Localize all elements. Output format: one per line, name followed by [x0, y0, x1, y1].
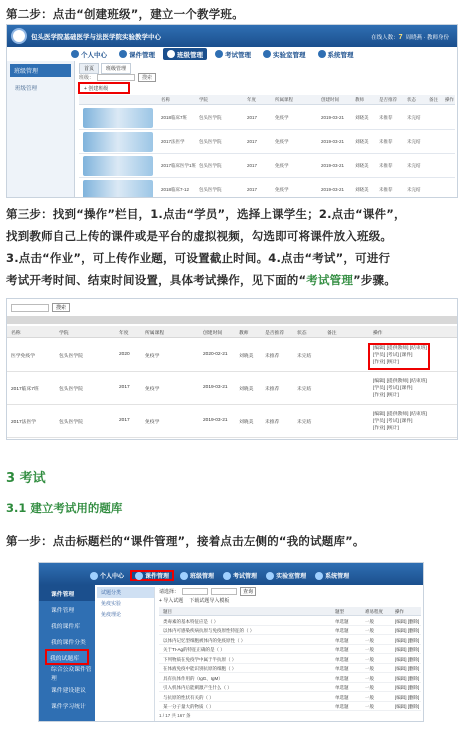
table-cell: 一般	[365, 628, 374, 633]
nav-courseware[interactable]: 课件管理	[115, 48, 159, 60]
banner	[7, 25, 457, 47]
table-cell: 具有抗体作用的（IgG、IgM）	[163, 675, 223, 681]
table-header: 名称 学院 年度 所属课程 创建时间 教师 是否推荐 状态 备注 操作	[79, 95, 455, 105]
table-cell: 单选题	[335, 637, 349, 643]
section-heading-exam: 3 考试	[6, 471, 46, 486]
step3-line4: 考试开考时间、结束时间设置，具体考试操作，见下面的“考试管理”步骤。	[6, 273, 396, 287]
exam-icon	[215, 50, 223, 58]
nav-exam[interactable]: 考试管理	[211, 48, 255, 60]
banner	[39, 563, 423, 585]
settings-icon	[318, 50, 326, 58]
sidebar-heading: 课件管理	[39, 585, 95, 601]
step3-line2: 找到教师自己上传的课件或是平台的虚拟视频，勾选即可将课件放入班级。	[6, 229, 393, 243]
sidebar-item-my-courseware[interactable]: 我的课件库	[51, 623, 80, 630]
table-header: 题目 题型 难易程度 操作	[159, 607, 421, 616]
download-template-button[interactable]: 下载试题导入模板	[189, 598, 230, 604]
courseware-icon	[135, 572, 143, 580]
search-input[interactable]	[97, 74, 135, 81]
class-management-screenshot	[6, 24, 458, 198]
divider	[7, 316, 457, 324]
search-bar: 请选择： 查询	[159, 587, 256, 596]
row-operations[interactable]: [编辑] [提供教师] [结束班] [学员] [考试] [课件] [作业] [统计]	[373, 412, 427, 431]
sidebar-item-statistics[interactable]: 课件学习统计	[51, 703, 86, 710]
online-count: 7	[398, 34, 403, 41]
table-row[interactable]: 2017法医学 包头医学院 2017 免疫学 2019-03-21 刘晓美 未推荐 未完结	[79, 130, 455, 154]
search-button[interactable]: 查询	[240, 587, 256, 596]
operations-highlight	[368, 343, 430, 370]
tree-item[interactable]: 免疫理论	[101, 612, 122, 618]
table-row[interactable]	[159, 665, 421, 674]
step3-line3: 3.点击“作业”，可上传作业题，可设置截止时间。4.点击“考试”，可进行	[6, 251, 391, 265]
nav-class[interactable]: 班级管理	[163, 48, 207, 60]
table-cell: 一般	[365, 704, 374, 709]
nav-personal[interactable]: 个人中心	[67, 48, 111, 60]
table-cell: 以体内可感染疾病抗原与免疫原性特征的（ ）	[163, 628, 255, 633]
table-cell: 引入机体内后能刺激产生什么（ ）	[163, 685, 232, 690]
table-row[interactable]	[159, 655, 421, 664]
table-row[interactable]	[159, 684, 421, 693]
school-logo-icon	[11, 28, 27, 44]
table-row[interactable]	[159, 674, 421, 683]
sidebar-item-courseware-category[interactable]: 我的课件分类	[51, 639, 86, 646]
table-cell: 单选题	[335, 675, 349, 681]
table-cell: 下列物质在免疫学中属于半抗原（ ）	[163, 656, 237, 662]
table-cell: 一般	[365, 694, 374, 700]
table-row[interactable]	[159, 627, 421, 636]
table-cell: 单选题	[335, 694, 349, 700]
sidebar	[39, 585, 95, 722]
settings-icon	[315, 572, 323, 580]
table-row[interactable]: 2017临床医学1班 包头医学院 2017 免疫学 2019-03-21 刘晓美 未推荐 未完结	[79, 154, 455, 178]
category-select[interactable]	[182, 588, 208, 595]
banner-title: 包头医学院基础医学与法医学院实验教学中心	[31, 34, 161, 41]
table-cell: 一般	[365, 675, 374, 681]
sidebar-item-class[interactable]: 班级管理	[15, 86, 38, 92]
class-icon	[180, 572, 188, 580]
exam-management-link: 考试管理	[306, 273, 354, 287]
table-cell: 一般	[365, 685, 374, 690]
search-button[interactable]: 搜索	[52, 303, 70, 312]
pager[interactable]: 1 / 17 共 167 条	[159, 713, 191, 718]
table-row[interactable]	[159, 617, 421, 626]
table-cell: 与抗原的性状有关的（ ）	[163, 694, 214, 700]
class-cover-image	[83, 132, 153, 152]
class-icon	[167, 50, 175, 58]
sidebar	[7, 61, 75, 198]
search-button[interactable]: 搜索	[138, 73, 156, 82]
class-cover-image	[83, 180, 153, 198]
table-cell: 单选题	[335, 666, 349, 671]
create-class-button[interactable]: + 创建班级	[78, 82, 130, 94]
table-row[interactable]: 2018临床7班 包头医学院 2017 免疫学 2019-03-21 刘晓美 未推荐 未完结	[79, 106, 455, 130]
table-cell: 单选题	[335, 647, 349, 652]
row-actions[interactable]: [编辑] [删除]	[395, 647, 420, 652]
table-row[interactable]	[159, 703, 421, 712]
question-bank-screenshot	[38, 562, 424, 722]
row-actions[interactable]: [编辑] [删除]	[395, 666, 420, 671]
row-actions[interactable]: [编辑] [删除]	[395, 618, 420, 624]
table-row[interactable]: 2017临床7班 包头医学院 2017 免疫学 2019-03-21 刘晓美 未推荐 未完结 [编辑] [提供教师] [结束班] [学员] [考试] [课件] [作业] [统计]	[7, 372, 457, 405]
table-row[interactable]	[159, 646, 421, 655]
row-actions[interactable]: [编辑] [删除]	[395, 656, 420, 662]
row-actions[interactable]: [编辑] [删除]	[395, 694, 420, 700]
import-button[interactable]: + 导入试题	[159, 598, 184, 604]
table-cell: 单选题	[335, 685, 349, 690]
table-row[interactable]	[159, 636, 421, 645]
search-bar	[11, 303, 70, 312]
table-cell: 一般	[365, 637, 374, 643]
top-nav	[87, 570, 352, 581]
online-info: 在线人数：7 周晓燕 · 教师身份	[371, 34, 449, 41]
user-icon	[90, 572, 98, 580]
table-cell: 以体内记忆型细胞被体内的免疫原性（ ）	[163, 637, 246, 643]
nav-lab[interactable]: 实验室管理	[263, 570, 309, 581]
row-actions[interactable]: [编辑] [删除]	[395, 675, 420, 681]
table-cell: 单选题	[335, 618, 349, 624]
table-row[interactable]: 2017法医学 包头医学院 2017 免疫学 2019-03-21 刘晓美 未推荐 未完结 [编辑] [提供教师] [结束班] [学员] [考试] [课件] [作业] [统计]	[7, 405, 457, 438]
table-row[interactable]: 医学免疫学 包头医学院 2020 免疫学 2020-02-21 刘晓美 未推荐 未完结 [编辑] [提供教师] [结束班] [学员] [考试] [课件] [作业] [统计]	[7, 339, 457, 372]
table-row[interactable]	[159, 693, 421, 702]
table-cell: 在体液免疫中能识别抗原的细胞（ ）	[163, 666, 237, 671]
user-icon	[71, 50, 79, 58]
row-actions[interactable]: [编辑] [删除]	[395, 685, 420, 690]
lab-icon	[266, 572, 274, 580]
sidebar-item-suggestions[interactable]: 课件建设建议	[51, 687, 86, 694]
nav-exam[interactable]: 考试管理	[220, 570, 260, 581]
sidebar-item-public-courseware[interactable]: 综合公众课件管理	[51, 667, 92, 682]
row-operations[interactable]: [编辑] [提供教师] [结束班] [学员] [考试] [课件] [作业] [统计]	[373, 346, 427, 365]
row-operations[interactable]: [编辑] [提供教师] [结束班] [学员] [考试] [课件] [作业] [统计]	[373, 379, 427, 398]
courseware-icon	[119, 50, 127, 58]
search-input[interactable]	[11, 304, 49, 312]
table-cell: 单选题	[335, 628, 349, 633]
table-header: 名称 学院 年度 所属课程 创建时间 教师 是否推荐 状态 备注 操作	[7, 326, 457, 338]
search-input[interactable]	[211, 588, 237, 595]
nav-system[interactable]: 系统管理	[312, 570, 352, 581]
exam-icon	[223, 572, 231, 580]
table-cell: 一般	[365, 647, 374, 652]
class-cover-image	[83, 156, 153, 176]
class-operations-screenshot	[6, 298, 458, 440]
class-cover-image	[83, 108, 153, 128]
row-actions[interactable]: [编辑] [删除]	[395, 637, 420, 643]
step3-line1: 第三步：找到“操作”栏目，1.点击“学员”，选择上课学生；2.点击“课件”，	[6, 207, 406, 221]
toolbar	[159, 597, 229, 604]
table-cell: 一般	[365, 656, 374, 662]
tab-class[interactable]: 班级管理	[101, 63, 131, 74]
nav-system[interactable]: 系统管理	[314, 48, 358, 60]
step2-text: 第二步：点击“创建班级”，建立一个教学班。	[6, 7, 244, 21]
search-bar: 班级： 搜索	[79, 73, 156, 82]
top-nav	[67, 48, 358, 62]
nav-personal[interactable]: 个人中心	[87, 570, 127, 581]
nav-courseware[interactable]: 课件管理	[130, 570, 174, 581]
tree-item[interactable]: 免疫实验	[101, 601, 122, 607]
nav-lab[interactable]: 实验室管理	[259, 48, 310, 60]
row-actions[interactable]: [编辑] [删除]	[395, 628, 420, 633]
table-cell: 类毒素的基本特征应是（ ）	[163, 618, 219, 624]
table-cell: 某一分子量大的物质（ ）	[163, 704, 214, 709]
row-actions[interactable]: [编辑] [删除]	[395, 704, 420, 709]
table-row[interactable]: 2018临床7-12 包头医学院 2017 免疫学 2019-03-21 刘晓美 未推荐 未完结	[79, 178, 455, 198]
tree-item[interactable]: 试题分类	[97, 587, 154, 598]
lab-icon	[263, 50, 271, 58]
category-tree	[97, 587, 155, 721]
table-cell: 一般	[365, 618, 374, 624]
step31-text: 第一步：点击标题栏的“课件管理”，接着点击左侧的“我的试题库”。	[6, 534, 365, 548]
sidebar-heading: 班级管理	[10, 64, 71, 77]
user-name: 周晓燕 · 教师身份	[405, 35, 449, 41]
tab-home[interactable]: 首页	[79, 63, 99, 74]
table-cell: 单选题	[335, 704, 349, 709]
section-heading-question-bank: 3.1 建立考试用的题库	[6, 501, 123, 515]
table-cell: 关于TI-Ag的特征正确的是（ ）	[163, 647, 225, 652]
table-cell: 单选题	[335, 656, 349, 662]
nav-class[interactable]: 班级管理	[177, 570, 217, 581]
sidebar-item-question-bank[interactable]: 我的试题库	[45, 649, 89, 665]
sidebar-item-courseware[interactable]: 课件管理	[51, 607, 75, 614]
table-cell: 一般	[365, 666, 374, 671]
